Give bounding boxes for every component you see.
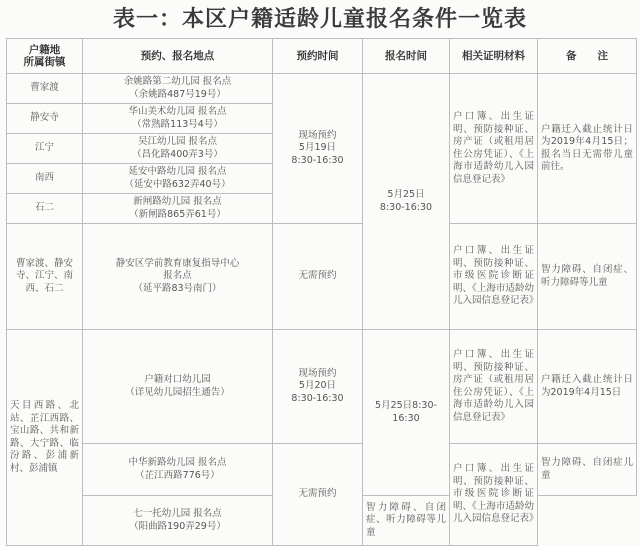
- notes-cell: 智力障碍、自闭症儿童: [538, 444, 637, 496]
- documents-cell: 户口簿、出生证明、预防接种证、市级医院诊断证明、《上海市适龄幼儿入园信息登记表》: [450, 444, 538, 546]
- header-place: 预约、报名地点: [83, 39, 273, 74]
- header-registration: 报名时间: [363, 39, 450, 74]
- place-cell: 华山美术幼儿园 报名点 （常熟路113号4号）: [83, 104, 273, 134]
- header-row: [7, 39, 637, 74]
- header-documents: 相关证明材料: [450, 39, 538, 74]
- place-cell: 吴江幼儿园 报名点 （昌化路400弄3号）: [83, 134, 273, 164]
- appointment-cell: 无需预约: [273, 444, 363, 546]
- documents-cell: 户口簿、出生证明、预防接种证、房产证（或租用居住公房凭证）、《上海市适龄幼儿入园信息登记表》: [450, 74, 538, 224]
- header-street: 户籍地 所属街镇: [7, 39, 83, 74]
- notes-cell: 户籍迁入截止统计日为2019年4月15日: [538, 330, 637, 444]
- appointment-cell: 无需预约: [273, 224, 363, 330]
- documents-cell: 户口簿、出生证明、预防接种证、市级医院诊断证明、《上海市适龄幼儿入园信息登记表》: [450, 224, 538, 330]
- street-cell: 天目西路、北站、芷江西路、宝山路、共和新路、大宁路、临汾路、彭浦新村、彭浦镇: [7, 330, 83, 546]
- table-row: [7, 74, 637, 104]
- notes-cell: 智力障碍、自闭症、听力障碍等儿童: [538, 224, 637, 330]
- place-cell: 七一托幼儿园 报名点 （阳曲路190弄29号）: [83, 496, 273, 546]
- street-cell: 江宁: [7, 134, 83, 164]
- registration-cell: 5月25日8:30- 16:30: [363, 330, 450, 496]
- table-row: [7, 330, 637, 444]
- header-appointment: 预约时间: [273, 39, 363, 74]
- place-cell: 延安中路幼儿园 报名点 （延安中路632弄40号）: [83, 164, 273, 194]
- street-cell: 石二: [7, 194, 83, 224]
- table-row: [7, 444, 637, 496]
- street-cell: 静安寺: [7, 104, 83, 134]
- notes-cell: 户籍迁入截止统计日为2019年4月15日；报名当日无需带儿童前往。: [538, 74, 637, 224]
- place-cell: 户籍对口幼儿园 （详见幼儿园招生通告）: [83, 330, 273, 444]
- street-cell: 曹家渡、静安寺、江宁、南西、石二: [7, 224, 83, 330]
- place-cell: 新闸路幼儿园 报名点 （新闸路865弄61号）: [83, 194, 273, 224]
- place-cell: 静安区学前教育康复指导中心 报名点 （延平路83号南门）: [83, 224, 273, 330]
- appointment-cell: 现场预约 5月20日 8:30-16:30: [273, 330, 363, 444]
- place-cell: 余姚路第二幼儿园 报名点 （余姚路487号19号）: [83, 74, 273, 104]
- street-cell: 曹家渡: [7, 74, 83, 104]
- appointment-cell: 现场预约 5月19日 8:30-16:30: [273, 74, 363, 224]
- documents-cell: 户口簿、出生证明、预防接种证、房产证（或租用居住公房凭证）、《上海市适龄幼儿入园信息登记表》: [450, 330, 538, 444]
- street-cell: 南西: [7, 164, 83, 194]
- notes-cell: 智力障碍、自闭症、听力障碍等儿童: [363, 496, 450, 546]
- header-notes: 备 注: [538, 39, 637, 74]
- table-row: [7, 224, 637, 330]
- enrollment-table: [6, 38, 637, 546]
- registration-cell: 5月25日 8:30-16:30: [363, 74, 450, 330]
- page-title: 表一：本区户籍适龄儿童报名条件一览表: [112, 6, 527, 32]
- place-cell: 中华新路幼儿园 报名点 （芷江西路776号）: [83, 444, 273, 496]
